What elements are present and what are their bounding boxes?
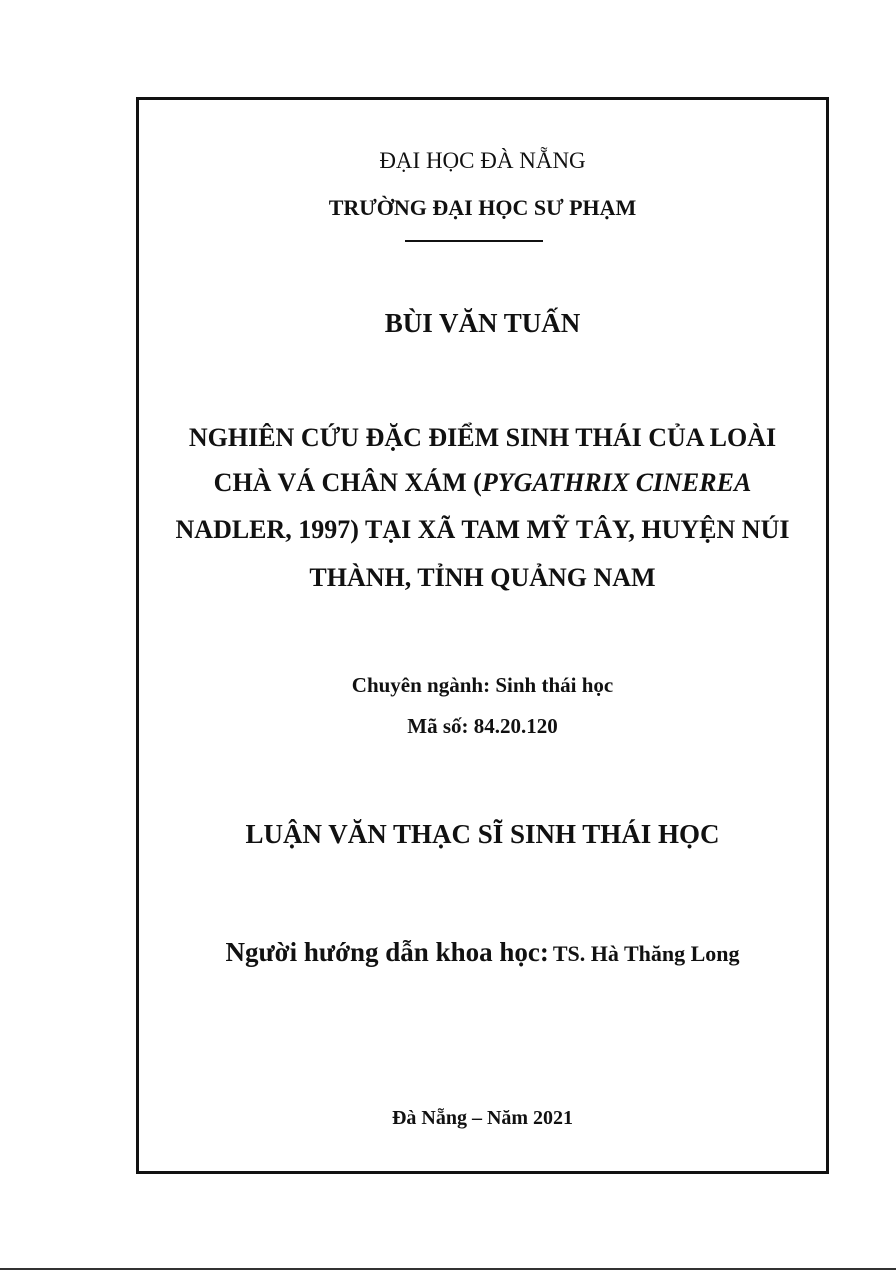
header-divider <box>405 240 543 242</box>
species-scientific-name: PYGATHRIX CINEREA <box>481 468 752 497</box>
thesis-title-line-2 <box>139 468 826 498</box>
place-and-year: Đà Nẵng – Năm 2021 <box>391 1107 574 1129</box>
thesis-title-line-3: NADLER, 1997) TẠI XÃ TAM MỸ TÂY, HUYỆN NÚI <box>175 515 790 544</box>
advisor-name: TS. Hà Thăng Long <box>552 941 740 966</box>
major-field: Chuyên ngành: Sinh thái học <box>351 673 614 697</box>
thesis-title-line-2-prefix: CHÀ VÁ CHÂN XÁM ( <box>213 468 482 497</box>
advisor-line <box>139 937 826 968</box>
cover-page-border <box>136 97 829 1174</box>
major-code: Mã số: 84.20.120 <box>407 714 558 738</box>
school-name: TRƯỜNG ĐẠI HỌC SƯ PHẠM <box>328 195 637 220</box>
thesis-title-line-4: THÀNH, TỈNH QUẢNG NAM <box>309 563 656 592</box>
degree-title: LUẬN VĂN THẠC SĨ SINH THÁI HỌC <box>245 819 720 849</box>
author-name: BÙI VĂN TUẤN <box>384 308 581 338</box>
university-name: ĐẠI HỌC ĐÀ NẴNG <box>379 148 586 173</box>
advisor-label: Người hướng dẫn khoa học: <box>225 937 549 967</box>
thesis-title-line-1: NGHIÊN CỨU ĐẶC ĐIỂM SINH THÁI CỦA LOÀI <box>188 423 777 452</box>
page-bottom-rule <box>0 1268 896 1270</box>
